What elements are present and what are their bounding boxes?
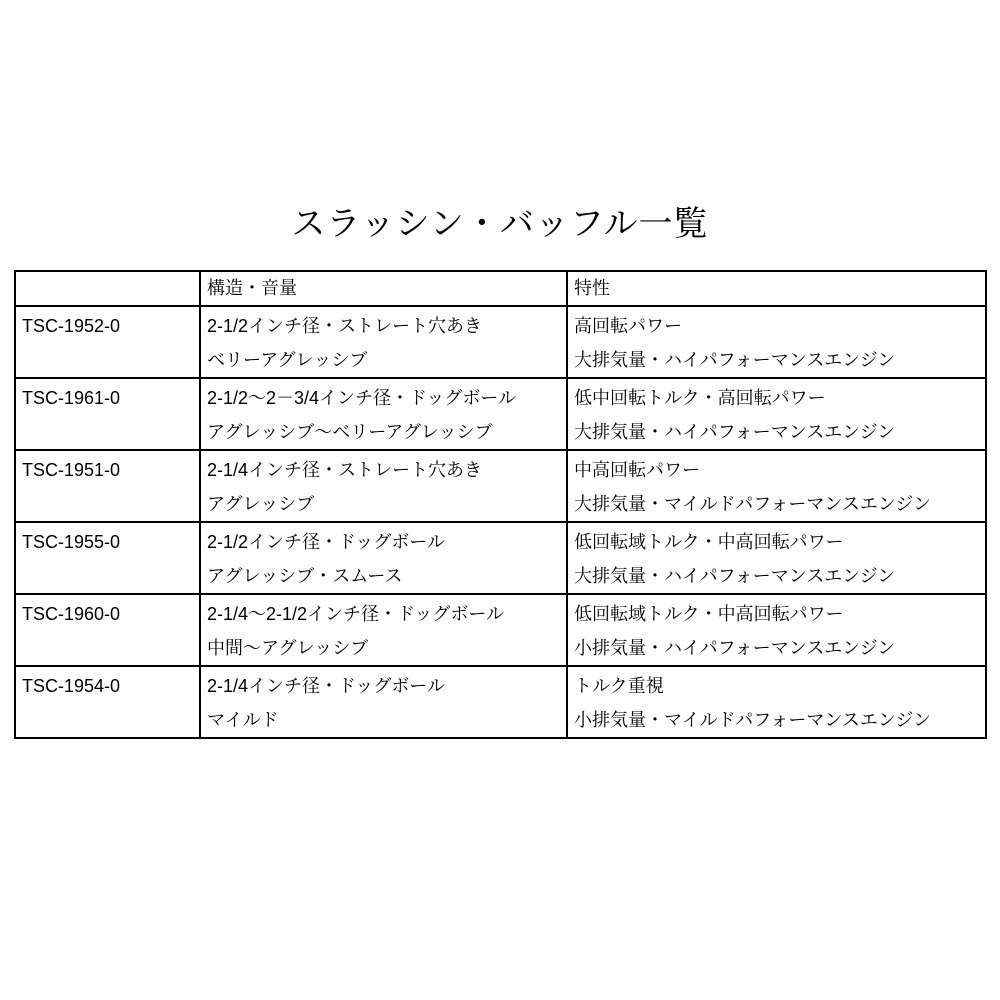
traits-line-1: 低回転域トルク・中高回転パワー <box>574 604 844 624</box>
model-number: TSC-1951-0 <box>22 460 121 480</box>
traits-cell <box>567 666 986 738</box>
header-cell-model <box>15 271 200 306</box>
table-row <box>15 378 986 450</box>
structure-line-2: アグレッシブ～ベリーアグレッシブ <box>207 422 493 442</box>
traits-line-2: 大排気量・ハイパフォーマンスエンジン <box>574 422 896 442</box>
traits-line-2: 大排気量・マイルドパフォーマンスエンジン <box>574 494 931 514</box>
traits-line-1: 高回転パワー <box>574 316 682 336</box>
structure-line-2: マイルド <box>207 710 279 730</box>
traits-line-2: 小排気量・ハイパフォーマンスエンジン <box>574 638 896 658</box>
model-number: TSC-1961-0 <box>22 388 121 408</box>
traits-line-1: 中高回転パワー <box>574 460 700 480</box>
traits-line-1: トルク重視 <box>574 676 664 696</box>
traits-cell <box>567 450 986 522</box>
table-row <box>15 666 986 738</box>
traits-line-2: 小排気量・マイルドパフォーマンスエンジン <box>574 710 931 730</box>
traits-cell <box>567 378 986 450</box>
table-row <box>15 450 986 522</box>
header-cell-traits: 特性 <box>567 271 986 306</box>
structure-line-1: 2-1/4～2-1/2インチ径・ドッグボール <box>207 604 504 624</box>
baffle-table <box>14 270 987 739</box>
model-cell <box>15 666 200 738</box>
table-row <box>15 522 986 594</box>
structure-line-1: 2-1/2インチ径・ストレート穴あき <box>207 316 483 336</box>
traits-line-1: 低回転域トルク・中高回転パワー <box>574 532 844 552</box>
traits-cell <box>567 594 986 666</box>
table-row <box>15 306 986 378</box>
model-number: TSC-1952-0 <box>22 316 121 336</box>
model-number: TSC-1955-0 <box>22 532 121 552</box>
structure-line-1: 2-1/4インチ径・ドッグボール <box>207 676 445 696</box>
structure-cell <box>200 594 567 666</box>
structure-line-1: 2-1/2～2－3/4インチ径・ドッグボール <box>207 388 516 408</box>
structure-cell <box>200 378 567 450</box>
model-number: TSC-1960-0 <box>22 604 121 624</box>
model-cell <box>15 522 200 594</box>
structure-line-1: 2-1/4インチ径・ストレート穴あき <box>207 460 483 480</box>
traits-line-1: 低中回転トルク・高回転パワー <box>574 388 826 408</box>
model-cell <box>15 594 200 666</box>
table-header-row <box>15 271 986 306</box>
structure-cell <box>200 666 567 738</box>
structure-cell <box>200 450 567 522</box>
header-cell-structure: 構造・音量 <box>200 271 567 306</box>
traits-line-2: 大排気量・ハイパフォーマンスエンジン <box>574 350 896 370</box>
traits-cell <box>567 522 986 594</box>
structure-line-2: 中間～アグレッシブ <box>207 638 369 658</box>
page-title: スラッシン・バッフル一覧 <box>291 205 709 243</box>
structure-cell <box>200 306 567 378</box>
model-number: TSC-1954-0 <box>22 676 121 696</box>
structure-line-2: アグレッシブ <box>207 494 315 514</box>
structure-line-2: ベリーアグレッシブ <box>207 350 368 370</box>
model-cell <box>15 306 200 378</box>
traits-cell <box>567 306 986 378</box>
model-cell <box>15 450 200 522</box>
structure-line-2: アグレッシブ・スムース <box>207 566 403 586</box>
table-row <box>15 594 986 666</box>
model-cell <box>15 378 200 450</box>
structure-cell <box>200 522 567 594</box>
traits-line-2: 大排気量・ハイパフォーマンスエンジン <box>574 566 896 586</box>
structure-line-1: 2-1/2インチ径・ドッグボール <box>207 532 445 552</box>
